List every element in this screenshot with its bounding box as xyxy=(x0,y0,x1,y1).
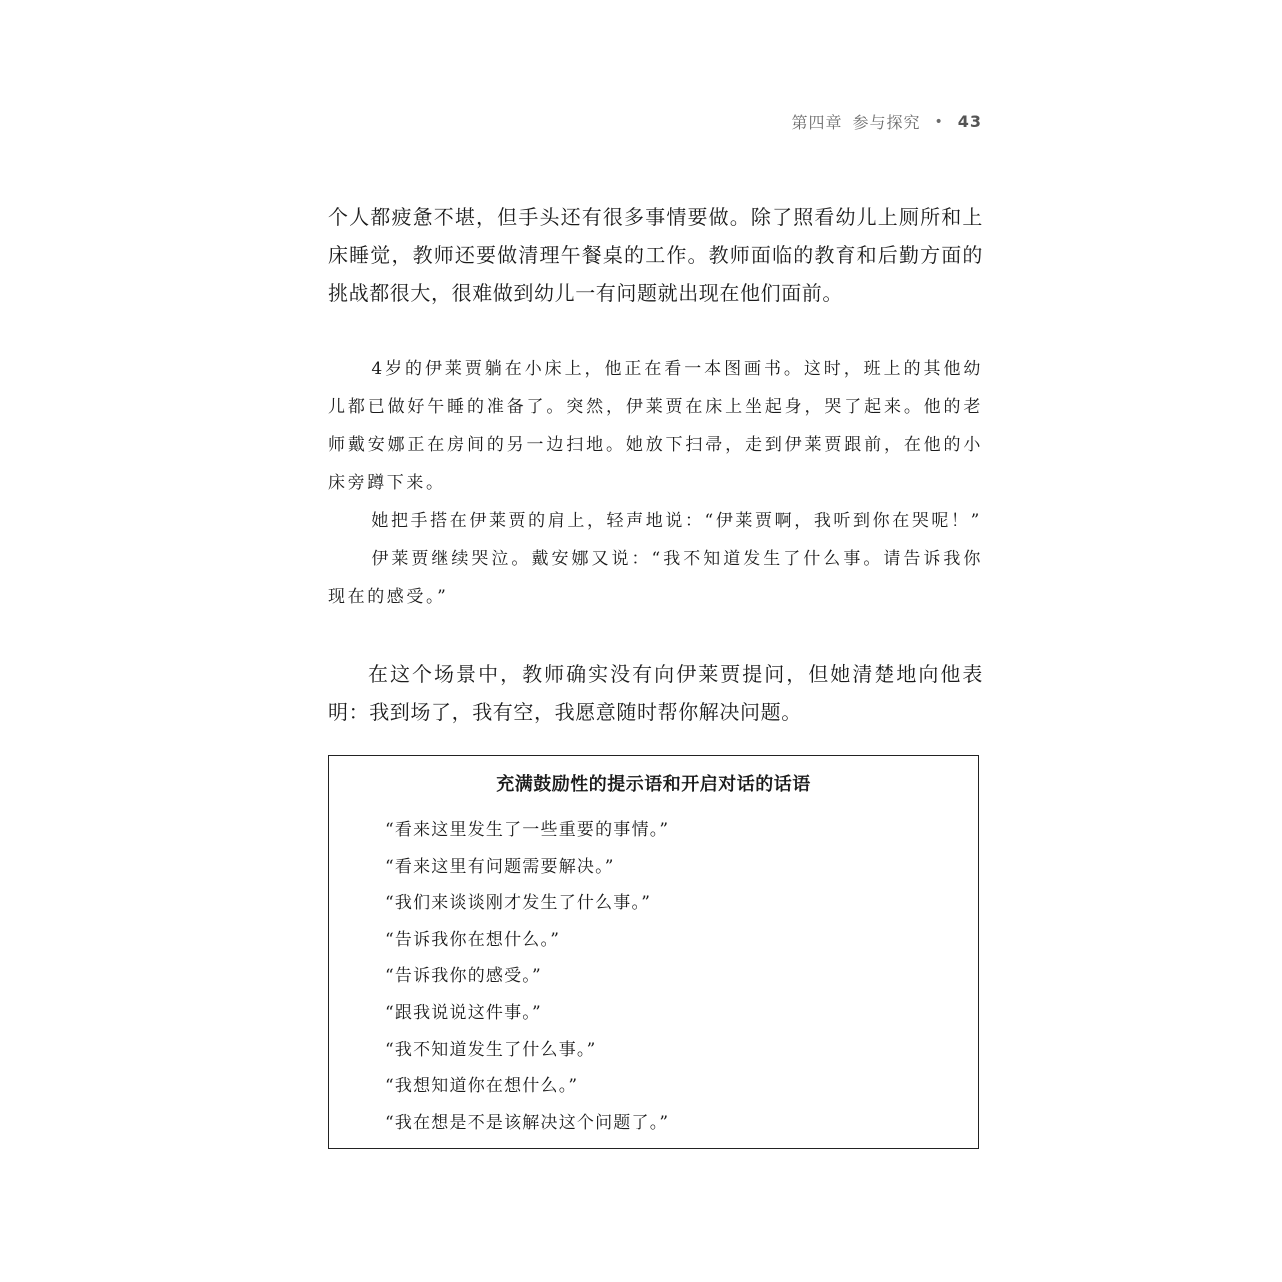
bullet-separator: • xyxy=(934,113,944,130)
prompt-item: “跟我说说这件事。” xyxy=(385,1002,542,1023)
chapter-label: 第四章 xyxy=(791,113,843,132)
prompt-item: “看来这里有问题需要解决。” xyxy=(385,856,615,877)
running-header xyxy=(791,110,982,133)
prompt-item: “我们来谈谈刚才发生了什么事。” xyxy=(385,893,652,914)
continuation-paragraph: 个人都疲惫不堪，但手头还有很多事情要做。除了照看幼儿上厕所和上床睡觉，教师还要做清理午餐桌的工作。教师面临的教育和后勤方面的挑战都很大，很难做到幼儿一有问题就出现在他们面前。 xyxy=(328,205,983,305)
story-paragraph: 她把手搭在伊莱贾的肩上，轻声地说：“伊莱贾啊，我听到你在哭呢！” xyxy=(371,511,982,531)
story-paragraph: 伊莱贾继续哭泣。戴安娜又说：“我不知道发生了什么事。请告诉我你现在的感受。” xyxy=(328,549,983,607)
prompt-item: “看来这里发生了一些重要的事情。” xyxy=(385,820,670,840)
section-label: 参与探究 xyxy=(852,113,921,132)
prompts-box xyxy=(328,755,979,1149)
prompt-item: “我不知道发生了什么事。” xyxy=(385,1039,597,1060)
story-paragraph: 4岁的伊莱贾躺在小床上，他正在看一本图画书。这时，班上的其他幼儿都已做好午睡的准备了。突然，伊莱贾在床上坐起身，哭了起来。他的老师戴安娜正在房间的另一边扫地。她放下扫帚，走到伊莱贾跟前，在他的小床旁蹲下来。 xyxy=(328,359,983,493)
page-number: 43 xyxy=(957,112,982,131)
prompt-item: “我在想是不是该解决这个问题了。” xyxy=(385,1112,670,1133)
story-excerpt xyxy=(328,350,983,616)
prompt-item: “告诉我你在想什么。” xyxy=(385,929,561,950)
prompt-item: “告诉我你的感受。” xyxy=(385,966,542,987)
box-title: 充满鼓励性的提示语和开启对话的话语 xyxy=(496,774,811,795)
prompt-item: “我想知道你在想什么。” xyxy=(385,1076,579,1097)
prompts-list xyxy=(385,816,669,1145)
commentary-paragraph: 在这个场景中，教师确实没有向伊莱贾提问，但她清楚地向他表明：我到场了，我有空，我愿意随时帮你解决问题。 xyxy=(328,662,983,724)
